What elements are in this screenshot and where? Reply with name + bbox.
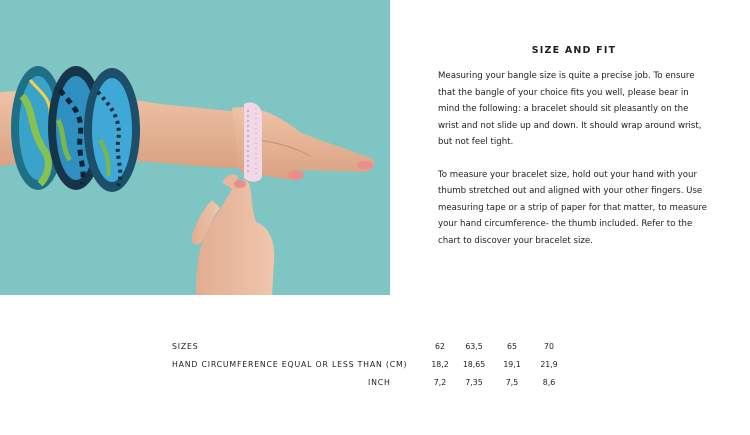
- row-label: HAND CIRCUMFERENCE EQUAL OR LESS THAN (CM): [172, 360, 408, 369]
- fit-guidance-paragraph: Measuring your bangle size is quite a precise job. To ensure that the bangle of your choice fits you well, please bear in mind the following: a bracelet should sit pleasantly on the wrist and not slide up and down. It should wrap around wrist, but not feel tight.: [438, 71, 702, 147]
- section-title: SIZE AND FIT: [531, 45, 617, 56]
- bangle-right: [84, 68, 140, 192]
- table-cell: 18,2: [431, 360, 449, 369]
- table-cell: 19,1: [503, 360, 521, 369]
- size-chart-table: [172, 338, 572, 392]
- table-cell: 7,2: [433, 378, 447, 387]
- hand-circumference-row: [172, 356, 572, 374]
- inch-row: [172, 374, 572, 392]
- product-photo: [0, 0, 390, 295]
- row-label: SIZES: [172, 342, 199, 351]
- size-and-fit-panel: [438, 38, 710, 249]
- table-cell: 7,5: [505, 378, 519, 387]
- table-cell: 7,35: [465, 378, 483, 387]
- table-cell: 8,6: [542, 378, 556, 387]
- table-cell: 63,5: [465, 342, 483, 351]
- sizes-row: [172, 338, 572, 356]
- measuring-instructions-paragraph: To measure your bracelet size, hold out your hand with your thumb stretched out and aligned with your other fingers. Use measuring tape or a strip of paper for that matter, to measure your hand circumference- the thumb included. Refer to the chart to discover your bracelet size.: [438, 169, 707, 246]
- table-cell: 70: [544, 342, 554, 351]
- table-cell: 18,65: [462, 360, 486, 369]
- hand-measuring-wrist-illustration: [0, 0, 390, 295]
- table-cell: 65: [507, 342, 517, 351]
- row-label: INCH: [368, 378, 391, 387]
- table-cell: 62: [435, 342, 445, 351]
- table-cell: 21,9: [540, 360, 558, 369]
